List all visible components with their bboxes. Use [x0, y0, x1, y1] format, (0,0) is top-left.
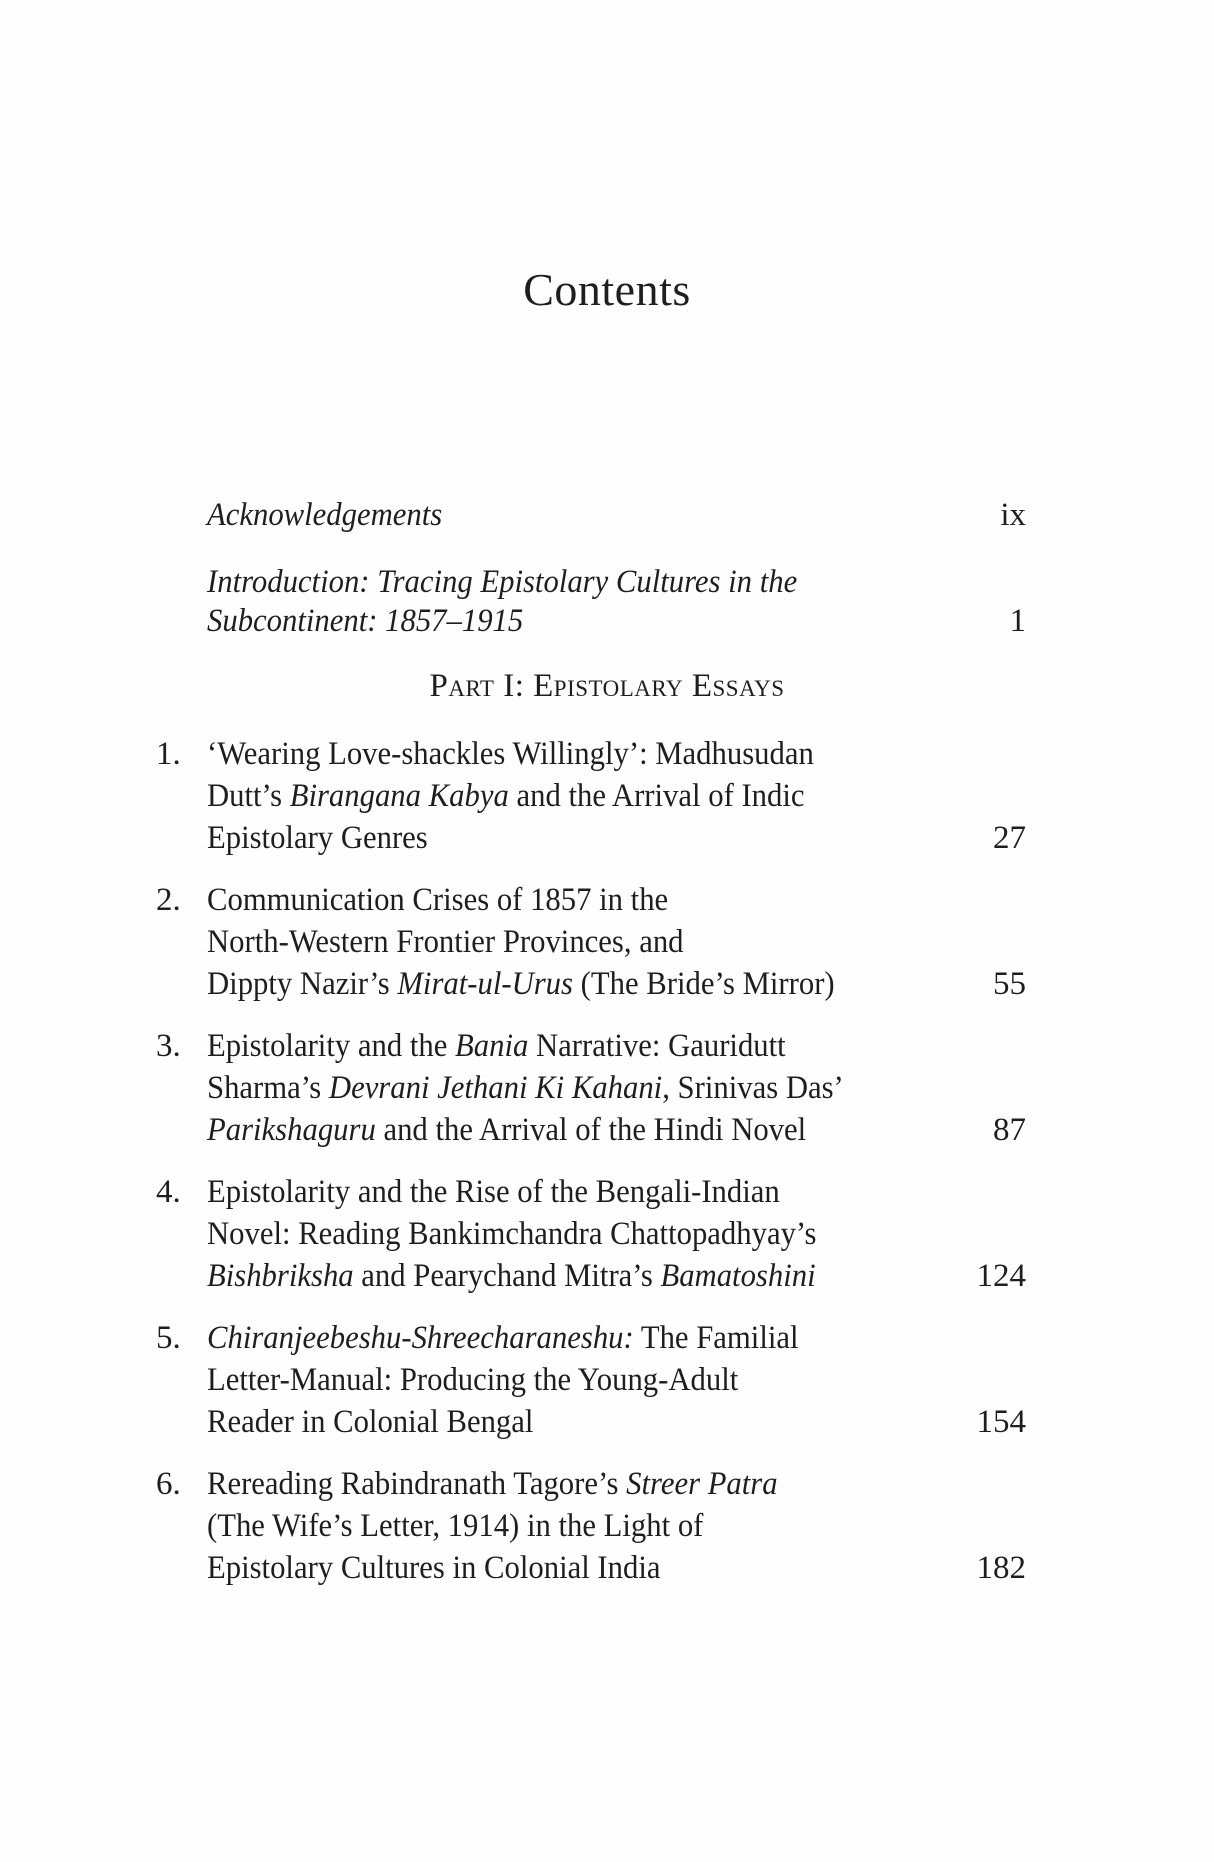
chapter-6-line-3[interactable]: Epistolary Cultures in Colonial India — [207, 1550, 661, 1586]
chapter-1-line-1[interactable]: ‘Wearing Love-shackles Willingly’: Madhusudan — [207, 736, 814, 772]
chapter-number: 1. — [156, 736, 181, 772]
chapter-5-line-3[interactable]: Reader in Colonial Bengal — [207, 1404, 534, 1440]
chapter-2-line-1[interactable]: Communication Crises of 1857 in the — [207, 882, 669, 918]
chapter-5-line-2[interactable]: Letter-Manual: Producing the Young-Adult — [207, 1362, 739, 1398]
chapter-number: 4. — [156, 1174, 181, 1210]
toc-entry-acknowledgements[interactable]: Acknowledgements — [207, 497, 443, 533]
chapter-2-line-3[interactable]: Dippty Nazir’s Mirat-ul-Urus (The Bride’s Mirror) — [207, 966, 835, 1002]
page-number: 27 — [993, 820, 1026, 856]
chapter-1-line-3[interactable]: Epistolary Genres — [207, 820, 428, 856]
chapter-2-line-2[interactable]: North-Western Frontier Provinces, and — [207, 924, 684, 960]
page-number: 124 — [976, 1258, 1026, 1294]
chapter-3-line-2[interactable]: Sharma’s Devrani Jethani Ki Kahani, Srinivas Das’ — [207, 1070, 844, 1106]
chapter-5-line-1[interactable]: Chiranjeebeshu-Shreecharaneshu: The Familial — [207, 1320, 799, 1356]
chapter-number: 6. — [156, 1466, 181, 1502]
chapter-number: 3. — [156, 1028, 181, 1064]
chapter-1-line-2[interactable]: Dutt’s Birangana Kabya and the Arrival of Indic — [207, 778, 805, 814]
chapter-4-line-3[interactable]: Bishbriksha and Pearychand Mitra’s Bamatoshini — [207, 1258, 816, 1294]
chapter-3-line-3[interactable]: Parikshaguru and the Arrival of the Hindi Novel — [207, 1112, 807, 1148]
chapter-6-line-1[interactable]: Rereading Rabindranath Tagore’s Streer Patra — [207, 1466, 778, 1502]
page-number: 55 — [993, 966, 1026, 1002]
chapter-4-line-1[interactable]: Epistolarity and the Rise of the Bengali-Indian — [207, 1174, 780, 1210]
page-title: Contents — [523, 264, 691, 315]
part-heading: Part I: Epistolary Essays — [429, 668, 785, 704]
page-number: 87 — [993, 1112, 1026, 1148]
page-number: 182 — [976, 1550, 1026, 1586]
page-number: 1 — [1009, 603, 1026, 639]
toc-entry-introduction-line-1[interactable]: Introduction: Tracing Epistolary Cultures in the — [207, 564, 798, 600]
page-number: ix — [1000, 497, 1026, 533]
toc-entry-introduction-line-2[interactable]: Subcontinent: 1857–1915 — [207, 603, 524, 639]
chapter-3-line-1[interactable]: Epistolarity and the Bania Narrative: Gauridutt — [207, 1028, 786, 1064]
page-number: 154 — [976, 1404, 1026, 1440]
chapter-4-line-2[interactable]: Novel: Reading Bankimchandra Chattopadhyay’s — [207, 1216, 817, 1252]
chapter-number: 2. — [156, 882, 181, 918]
chapter-number: 5. — [156, 1320, 181, 1356]
chapter-6-line-2[interactable]: (The Wife’s Letter, 1914) in the Light of — [207, 1508, 704, 1544]
